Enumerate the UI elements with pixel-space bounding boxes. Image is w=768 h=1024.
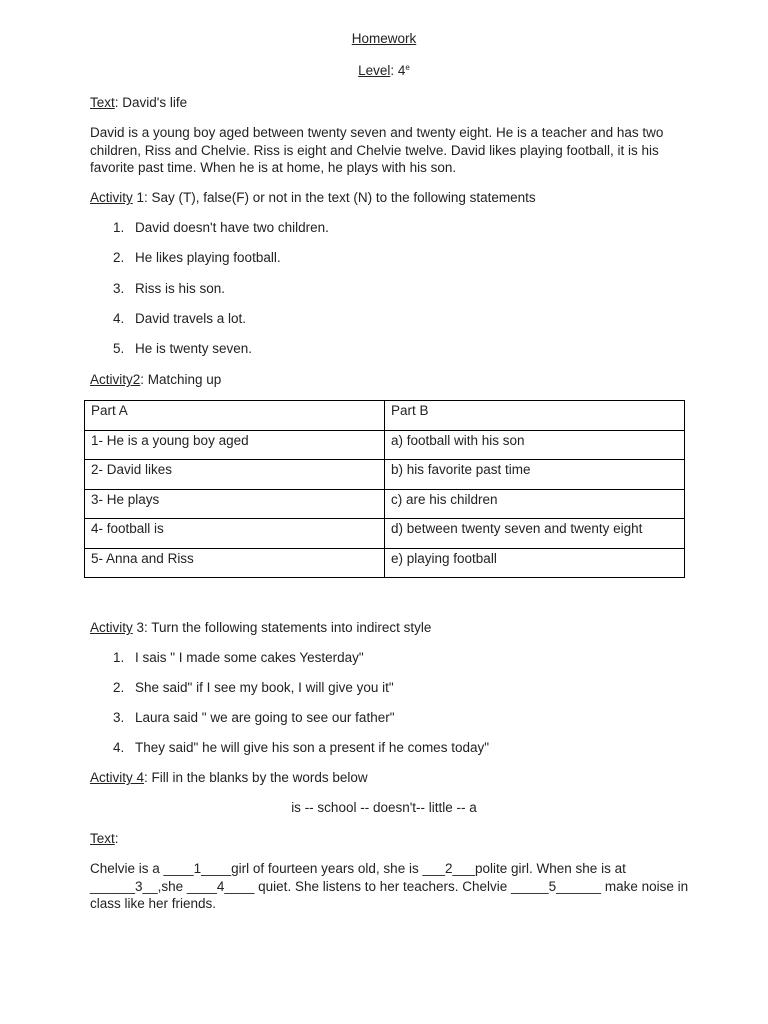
activity3-label: Activity (90, 620, 133, 635)
paragraph-line: class like her friends. (90, 896, 217, 911)
activity2-instruction: : Matching up (140, 372, 222, 387)
table-row (85, 460, 685, 490)
table-header-cell: Part A (85, 401, 385, 431)
table-cell: d) between twenty seven and twenty eight (385, 519, 685, 549)
table-cell: 1- He is a young boy aged (85, 430, 385, 460)
table-header-cell: Part B (385, 401, 685, 431)
table-cell: 4- football is (85, 519, 385, 549)
table-header-row (85, 401, 685, 431)
table-row (85, 548, 685, 578)
activity1-item: 2. He likes playing football. (113, 250, 281, 265)
activity3-item: 2. She said" if I see my book, I will give you it" (113, 680, 394, 695)
activity3-item: 1. I sais " I made some cakes Yesterday" (113, 650, 364, 665)
paragraph-line: favorite past time. When he is at home, he plays with his son. (90, 160, 457, 175)
table-cell: e) playing football (385, 548, 685, 578)
table-cell: 5- Anna and Riss (85, 548, 385, 578)
level-line: Level: 4e (358, 63, 410, 78)
table-cell: b) his favorite past time (385, 460, 685, 490)
activity3-item: 4. They said" he will give his son a present if he comes today" (113, 740, 490, 755)
text-label: Text (90, 95, 115, 110)
activity1-instruction: 1: Say (T), false(F) or not in the text (N) to the following statements (132, 190, 536, 205)
matching-table (84, 400, 685, 578)
text2-label: Text (90, 831, 115, 846)
activity4-heading (90, 769, 368, 787)
activity1-label: Activity (90, 190, 133, 205)
fill-in-paragraph (90, 860, 690, 913)
paragraph-line: ______3__,she ____4____ quiet. She listens to her teachers. Chelvie _____5______ make noise in (90, 878, 689, 894)
table-row (85, 430, 685, 460)
table-cell: a) football with his son (385, 430, 685, 460)
text2-heading: Text: (90, 831, 119, 846)
activity2-heading (90, 371, 221, 389)
level-label: Level (358, 63, 391, 78)
table-cell: 2- David likes (85, 460, 385, 490)
activity1-item: 3. Riss is his son. (113, 281, 226, 296)
activity3-heading (90, 619, 431, 637)
table-row (85, 489, 685, 519)
paragraph-line: David is a young boy aged between twenty seven and twenty eight. He is a teacher and has two (90, 125, 664, 140)
paragraph-line: children, Riss and Chelvie. Riss is eight and Chelvie twelve. David likes playing football, it is his (90, 142, 659, 158)
word-bank: is -- school -- doesn't-- little -- a (291, 800, 477, 815)
table-cell: c) are his children (385, 489, 685, 519)
level-value: 4 (397, 63, 406, 78)
activity1-item: 4. David travels a lot. (113, 311, 247, 326)
text-title: : David's life (114, 95, 188, 110)
activity2-label: Activity2 (90, 372, 141, 387)
paragraph-line: Chelvie is a ____1____girl of fourteen years old, she is ___2___polite girl. When she is at (90, 861, 626, 876)
table-row (85, 519, 685, 549)
activity4-instruction: : Fill in the blanks by the words below (144, 770, 368, 785)
table-cell: 3- He plays (85, 489, 385, 519)
story-paragraph (90, 124, 690, 177)
activity1-heading (90, 189, 536, 207)
activity3-instruction: 3: Turn the following statements into indirect style (132, 620, 432, 635)
page-title: Homework (351, 31, 417, 46)
text-heading (90, 94, 187, 112)
level-superscript: e (405, 63, 410, 72)
activity1-item: 5. He is twenty seven. (113, 341, 253, 356)
activity4-label: Activity 4 (90, 770, 145, 785)
activity1-item: 1. David doesn't have two children. (113, 220, 329, 235)
activity3-item: 3. Laura said " we are going to see our father" (113, 710, 395, 725)
